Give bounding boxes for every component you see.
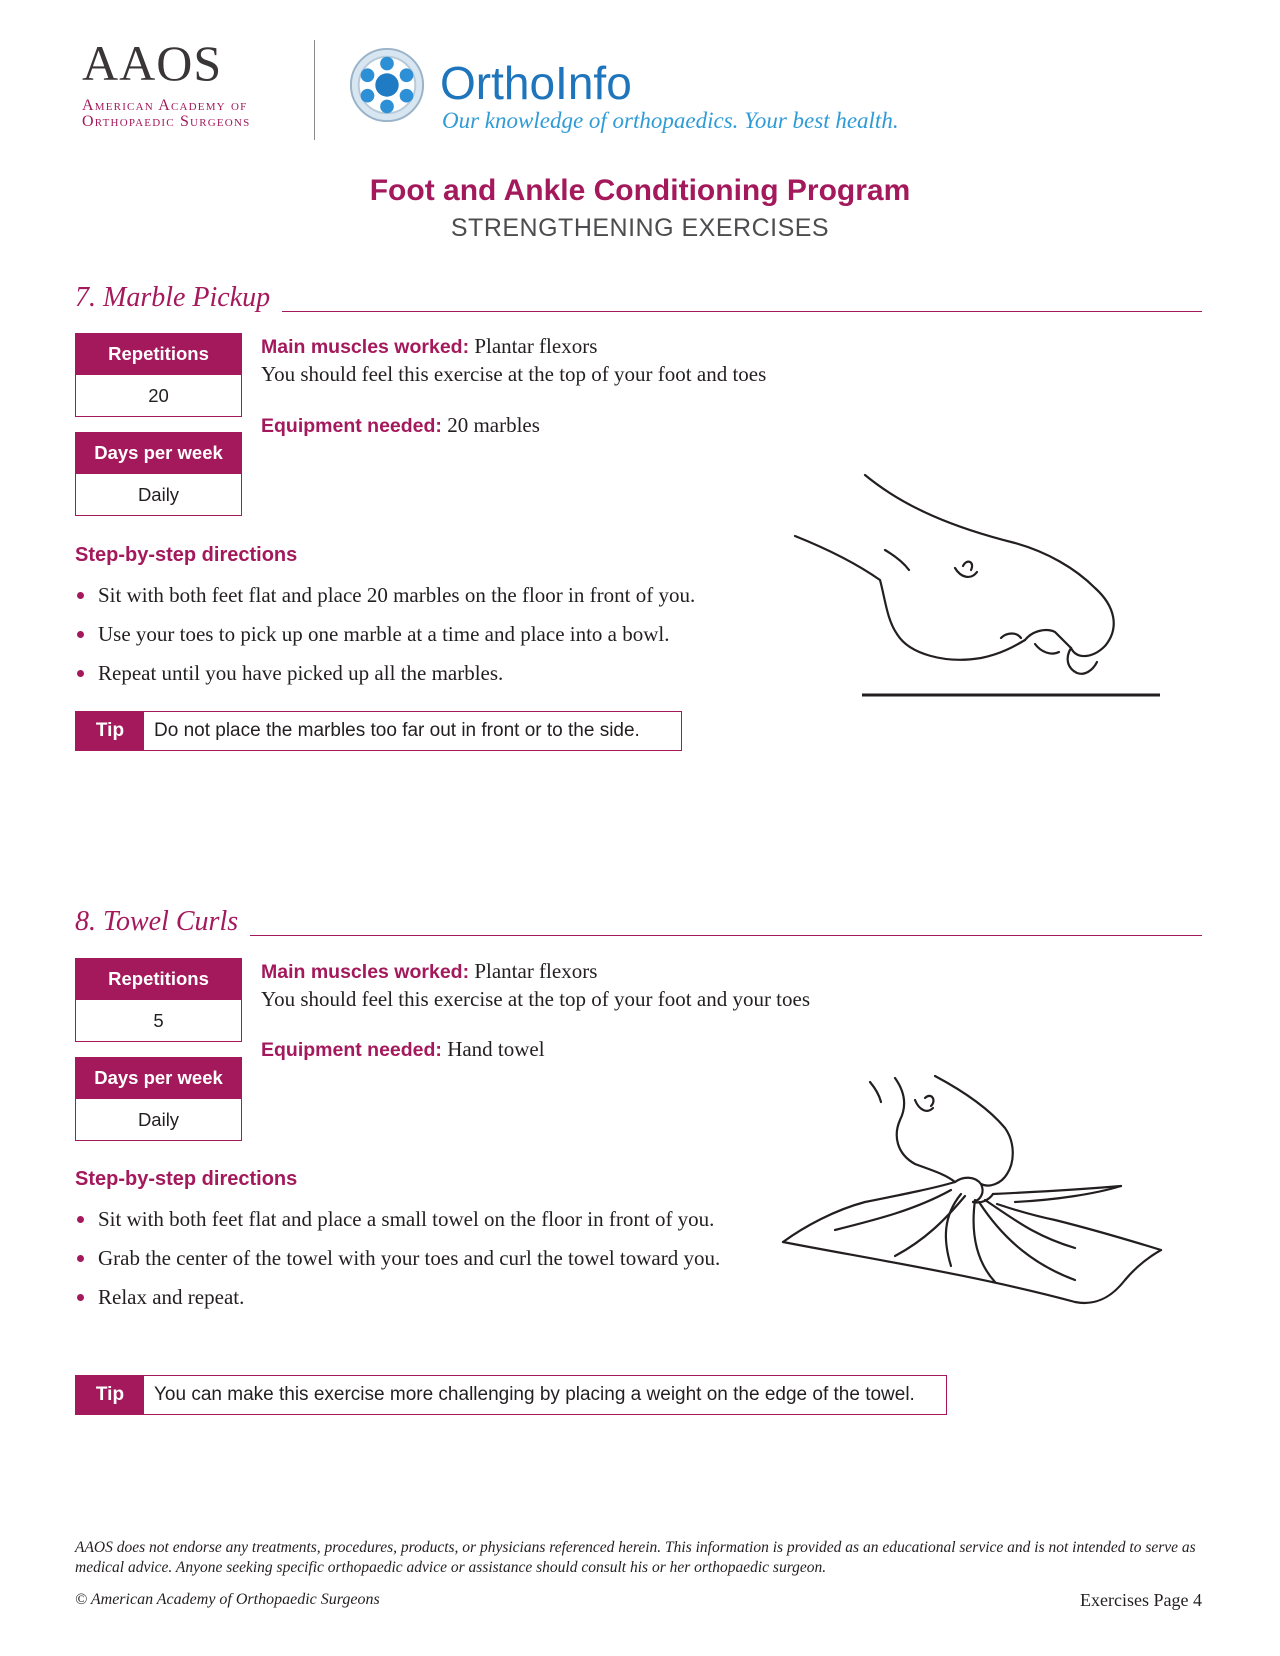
list-item: Sit with both feet flat and place 20 marbles on the floor in front of you. (75, 582, 795, 608)
feel-text: You should feel this exercise at the top of your foot and your toes (261, 987, 811, 1011)
feel-text: You should feel this exercise at the top of your foot and toes (261, 362, 767, 386)
equipment-value: 20 marbles (447, 413, 540, 437)
days-per-week-label: Days per week (75, 432, 242, 474)
days-per-week-box (75, 432, 242, 516)
marble-pickup-foot-illustration (785, 468, 1165, 708)
muscles-info (261, 333, 766, 388)
page-label: Page 4 (1153, 1590, 1202, 1610)
towel-curl-foot-illustration (775, 1070, 1175, 1320)
equipment-value: Hand towel (447, 1037, 545, 1061)
repetitions-label: Repetitions (75, 333, 242, 375)
document-subtitle: STRENGTHENING EXERCISES (450, 214, 830, 242)
tip-text: Do not place the marbles too far out in front or to the side. (154, 720, 640, 741)
orthoinfo-name: OrthoInfo (440, 57, 632, 109)
muscles-label: Main muscles worked: (261, 336, 470, 358)
repetitions-box (75, 333, 242, 417)
tip-box (75, 1375, 947, 1415)
exercise-heading (75, 908, 1202, 936)
copyright-text: © American Academy of Orthopaedic Surgeons (75, 1591, 380, 1608)
heading-rule (250, 935, 1202, 937)
orthoinfo-logo-icon (348, 46, 426, 124)
list-item: Grab the center of the towel with your toes and curl the towel toward you. (75, 1245, 735, 1271)
list-item: Use your toes to pick up one marble at a time and place into a bowl. (75, 621, 795, 647)
repetitions-label: Repetitions (75, 958, 242, 1000)
repetitions-box (75, 958, 242, 1042)
aaos-logo: AAOS (82, 35, 223, 91)
list-item: Sit with both feet flat and place a small towel on the floor in front of you. (75, 1206, 735, 1232)
days-per-week-label: Days per week (75, 1057, 242, 1099)
muscles-label: Main muscles worked: (261, 961, 470, 983)
page-number (1080, 1590, 1202, 1611)
orthoinfo-tagline: Our knowledge of orthopaedics. Your best health. (442, 108, 899, 133)
tip-label: Tip (76, 712, 144, 750)
exercise-title: 7. Marble Pickup (75, 282, 271, 313)
aaos-org-line1: American Academy of (82, 97, 248, 114)
equipment-info (261, 412, 540, 440)
equipment-label: Equipment needed: (261, 1039, 442, 1061)
tip-box (75, 711, 682, 751)
exercise-heading (75, 284, 1202, 312)
repetitions-value: 20 (75, 375, 242, 417)
muscles-value: Plantar flexors (474, 959, 598, 983)
days-per-week-value: Daily (75, 1099, 242, 1141)
disclaimer-text: AAOS does not endorse any treatments, procedures, products, or physicians referenced herein. This information is provided as an educational service and is not intended to serve as medical advice. Anyone seeking specific orthopaedic advice or assistance should consult his or her orthopaedic surgeon. (75, 1539, 1196, 1576)
days-per-week-box (75, 1057, 242, 1141)
page-section: Exercises (1080, 1590, 1149, 1610)
days-per-week-value: Daily (75, 474, 242, 516)
directions-list (75, 1206, 735, 1323)
equipment-label: Equipment needed: (261, 415, 442, 437)
list-item: Repeat until you have picked up all the marbles. (75, 660, 795, 686)
equipment-info (261, 1036, 545, 1064)
document-title: Foot and Ankle Conditioning Program (369, 174, 911, 207)
muscles-info (261, 958, 810, 1013)
heading-rule (282, 311, 1202, 313)
exercise-title: 8. Towel Curls (75, 906, 239, 937)
repetitions-value: 5 (75, 1000, 242, 1042)
directions-list (75, 582, 795, 699)
header-divider (314, 40, 315, 140)
muscles-value: Plantar flexors (474, 334, 598, 358)
tip-text: You can make this exercise more challenging by placing a weight on the edge of the towel. (154, 1384, 915, 1405)
aaos-org-name (82, 98, 250, 130)
aaos-org-line2: Orthopaedic Surgeons (82, 113, 251, 130)
tip-label: Tip (76, 1376, 144, 1414)
directions-heading: Step-by-step directions (75, 1168, 298, 1190)
list-item: Relax and repeat. (75, 1284, 735, 1310)
directions-heading: Step-by-step directions (75, 544, 298, 566)
